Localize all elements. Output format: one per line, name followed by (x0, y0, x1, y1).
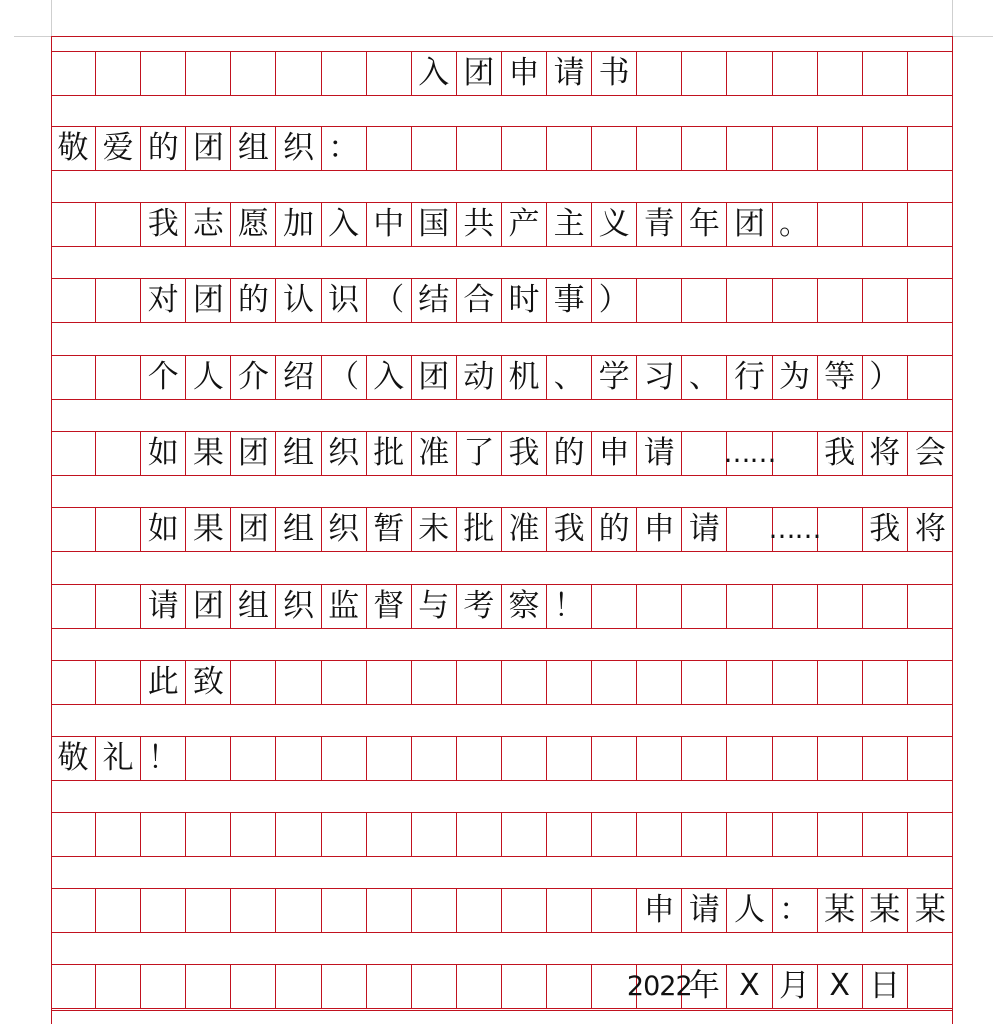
grid-cell: 年 (682, 202, 727, 246)
grid-rule (51, 856, 953, 857)
grid-rule (51, 36, 953, 37)
grid-cell (96, 507, 141, 551)
grid-cell: 团 (727, 202, 772, 246)
grid-cell (908, 736, 953, 780)
grid-cell (637, 736, 682, 780)
grid-cell (773, 584, 818, 628)
grid-cell: 暂 (367, 507, 412, 551)
grid-cell: 国 (412, 202, 457, 246)
grid-cell (818, 51, 863, 95)
grid-cell: 、 (682, 355, 727, 399)
grid-cell (637, 812, 682, 856)
grid-cell (412, 812, 457, 856)
grid-cell (51, 51, 96, 95)
grid-cell: 如 (141, 507, 186, 551)
grid-cell: 考 (457, 584, 502, 628)
grid-cell (502, 660, 547, 704)
grid-cell: 中 (367, 202, 412, 246)
grid-cell (276, 964, 321, 1008)
corner-mark-left-h (14, 36, 51, 37)
grid-cell: ！ (547, 584, 592, 628)
grid-cell (592, 126, 637, 170)
grid-cell (322, 51, 367, 95)
grid-cell (637, 584, 682, 628)
grid-cell (367, 812, 412, 856)
grid-cell: 的 (141, 126, 186, 170)
corner-mark-left (51, 0, 52, 36)
grid-cell (322, 736, 367, 780)
date-row (51, 964, 953, 1008)
grid-cell (818, 584, 863, 628)
grid-cell: 致 (186, 660, 231, 704)
grid-cell (457, 126, 502, 170)
grid-cell: 请 (682, 507, 727, 551)
grid-cell: 动 (457, 355, 502, 399)
grid-cell: 、 (547, 355, 592, 399)
grid-cell: （ (322, 355, 367, 399)
grid-cell: 礼 (96, 736, 141, 780)
grid-cell: 愿 (231, 202, 276, 246)
body-line-4 (51, 431, 953, 475)
closing-line-1 (51, 660, 953, 704)
grid-cell: 申 (637, 888, 682, 932)
grid-cell (96, 431, 141, 475)
grid-cell: 如 (141, 431, 186, 475)
grid-cell (818, 736, 863, 780)
grid-cell (186, 812, 231, 856)
grid-cell: 织 (276, 584, 321, 628)
grid-cell: 将 (914, 510, 946, 547)
grid-cell (367, 660, 412, 704)
grid-rule (51, 1010, 953, 1011)
grid-cell: …… (727, 431, 772, 475)
grid-cell: 批 (457, 507, 502, 551)
grid-cell: 机 (502, 355, 547, 399)
grid-cell (322, 888, 367, 932)
grid-cell (682, 431, 727, 475)
grid-cell (637, 278, 682, 322)
grid-cell (141, 888, 186, 932)
grid-cell (502, 736, 547, 780)
grid-cell (96, 355, 141, 399)
grid-cell (547, 888, 592, 932)
grid-cell (727, 584, 772, 628)
corner-mark-right-h (953, 36, 993, 37)
grid-cell: 察 (502, 584, 547, 628)
grid-cell: ！ (141, 736, 186, 780)
grid-cell (863, 736, 908, 780)
grid-cell (727, 507, 772, 551)
grid-cell: 督 (367, 584, 412, 628)
grid-cell: 团 (186, 278, 231, 322)
grid-cell: ） (592, 278, 637, 322)
grid-cell (682, 660, 727, 704)
grid-cell (727, 736, 772, 780)
grid-cell (51, 355, 96, 399)
grid-cell (908, 278, 953, 322)
grid-cell: 我 (141, 202, 186, 246)
grid-cell: 申 (592, 431, 637, 475)
grid-cell: 了 (457, 431, 502, 475)
grid-rule (51, 399, 953, 400)
grid-cell: 果 (186, 507, 231, 551)
grid-cell: ） (863, 355, 908, 399)
grid-cell: 请 (682, 888, 727, 932)
grid-rule (51, 704, 953, 705)
grid-cell (682, 278, 727, 322)
grid-cell: 敬 (51, 736, 96, 780)
grid-cell (51, 584, 96, 628)
grid-cell (502, 964, 547, 1008)
body-line-3 (51, 355, 953, 399)
grid-cell: ： (322, 126, 367, 170)
grid-cell (367, 126, 412, 170)
grid-cell (412, 888, 457, 932)
grid-cell: 的 (231, 278, 276, 322)
grid-cell: 入 (322, 202, 367, 246)
grid-rule (51, 95, 953, 96)
grid-cell (96, 202, 141, 246)
grid-cell: 某 (863, 888, 908, 932)
grid-cell: 入 (367, 355, 412, 399)
grid-cell (96, 51, 141, 95)
grid-cell: 我 (502, 431, 547, 475)
grid-cell: 与 (412, 584, 457, 628)
grid-cell (908, 660, 953, 704)
grid-cell (412, 736, 457, 780)
grid-cell: 组 (276, 507, 321, 551)
grid-rule (51, 932, 953, 933)
grid-cell (186, 736, 231, 780)
grid-cell: 组 (276, 431, 321, 475)
grid-cell (818, 812, 863, 856)
grid-cell (863, 278, 908, 322)
closing-line-2 (51, 736, 953, 780)
grid-cell: ： (773, 888, 818, 932)
grid-cell: 。 (773, 202, 818, 246)
grid-cell: 加 (276, 202, 321, 246)
grid-cell (908, 126, 953, 170)
grid-cell (727, 51, 772, 95)
grid-cell (773, 736, 818, 780)
grid-cell (908, 202, 953, 246)
grid-cell (592, 812, 637, 856)
grid-cell (96, 660, 141, 704)
grid-cell (908, 355, 953, 399)
grid-cell: 人 (186, 355, 231, 399)
grid-cell: 某 (818, 888, 863, 932)
grid-cell: X (818, 964, 863, 1008)
grid-cell: 准 (502, 507, 547, 551)
grid-cell (863, 660, 908, 704)
grid-cell: 对 (141, 278, 186, 322)
grid-cell: 爱 (96, 126, 141, 170)
grid-cell: （ (367, 278, 412, 322)
grid-cell (727, 660, 772, 704)
grid-cell: 某 (914, 891, 946, 928)
grid-cell: 义 (592, 202, 637, 246)
grid-cell (863, 126, 908, 170)
grid-cell (231, 736, 276, 780)
grid-cell: 结 (412, 278, 457, 322)
grid-cell (51, 964, 96, 1008)
grid-cell (818, 278, 863, 322)
grid-cell (186, 888, 231, 932)
grid-cell (322, 660, 367, 704)
grid-cell (457, 736, 502, 780)
grid-cell (592, 584, 637, 628)
grid-cell (186, 964, 231, 1008)
grid-cell: 织 (322, 431, 367, 475)
grid-cell: 请 (637, 431, 682, 475)
grid-cell (322, 964, 367, 1008)
grid-cell: 日 (863, 964, 908, 1008)
grid-cell (908, 964, 953, 1008)
grid-cell (682, 126, 727, 170)
grid-cell (412, 660, 457, 704)
grid-cell: 月 (773, 964, 818, 1008)
grid-cell: 年 (682, 964, 727, 1008)
grid-cell: 主 (547, 202, 592, 246)
grid-cell: 敬 (51, 126, 96, 170)
grid-cell: 绍 (276, 355, 321, 399)
grid-cell: 产 (502, 202, 547, 246)
grid-cell: 为 (773, 355, 818, 399)
grid-cell: 时 (502, 278, 547, 322)
title-row (51, 51, 953, 95)
grid-rule (51, 551, 953, 552)
grid-cell (457, 812, 502, 856)
grid-cell (457, 660, 502, 704)
grid-cell: 介 (231, 355, 276, 399)
grid-cell: 会 (914, 434, 946, 471)
grid-cell: 申 (502, 51, 547, 95)
grid-cell (863, 812, 908, 856)
grid-cell: 学 (592, 355, 637, 399)
grid-cell: 2022 (637, 964, 682, 1008)
grid-cell: 团 (231, 507, 276, 551)
grid-cell: 团 (412, 355, 457, 399)
grid-cell: 青 (637, 202, 682, 246)
grid-rule (51, 170, 953, 171)
grid-cell (773, 126, 818, 170)
grid-rule (51, 780, 953, 781)
grid-cell: 请 (547, 51, 592, 95)
grid-cell: 志 (186, 202, 231, 246)
grid-cell (276, 660, 321, 704)
grid-cell: 入 (412, 51, 457, 95)
grid-cell (457, 964, 502, 1008)
grid-cell: 认 (276, 278, 321, 322)
grid-cell: 识 (322, 278, 367, 322)
grid-cell (502, 812, 547, 856)
grid-cell (412, 126, 457, 170)
grid-cell (276, 736, 321, 780)
grid-cell (682, 736, 727, 780)
grid-cell (908, 51, 953, 95)
grid-cell (682, 584, 727, 628)
signature-row (51, 888, 953, 932)
grid-cell (96, 964, 141, 1008)
grid-cell (818, 202, 863, 246)
grid-cell (231, 888, 276, 932)
grid-cell (96, 278, 141, 322)
grid-cell (547, 964, 592, 1008)
grid-cell: 习 (637, 355, 682, 399)
grid-cell (863, 584, 908, 628)
grid-cell: 等 (818, 355, 863, 399)
grid-cell: 人 (727, 888, 772, 932)
grid-cell (592, 888, 637, 932)
grid-cell: 我 (547, 507, 592, 551)
grid-cell (592, 660, 637, 704)
grid-cell (231, 51, 276, 95)
grid-cell (592, 736, 637, 780)
grid-cell: 批 (367, 431, 412, 475)
grid-cell (141, 812, 186, 856)
grid-cell (96, 584, 141, 628)
grid-cell (773, 812, 818, 856)
grid-cell: 申 (637, 507, 682, 551)
grid-cell: 团 (186, 584, 231, 628)
grid-cell: 团 (457, 51, 502, 95)
grid-cell: 行 (727, 355, 772, 399)
grid-cell (773, 51, 818, 95)
grid-cell: 此 (141, 660, 186, 704)
grid-cell (863, 51, 908, 95)
grid-cell (412, 964, 457, 1008)
grid-cell (231, 660, 276, 704)
grid-cell (51, 431, 96, 475)
grid-cell: 监 (322, 584, 367, 628)
grid-cell (502, 888, 547, 932)
grid-cell: 个 (141, 355, 186, 399)
grid-cell (637, 51, 682, 95)
grid-cell: 组 (231, 126, 276, 170)
grid-cell (276, 812, 321, 856)
grid-cell (276, 888, 321, 932)
grid-cell (818, 507, 863, 551)
grid-cell: 共 (457, 202, 502, 246)
grid-rule (51, 475, 953, 476)
body-line-5 (51, 507, 953, 551)
grid-cell (682, 51, 727, 95)
grid-cell (51, 278, 96, 322)
grid-cell: 团 (186, 126, 231, 170)
grid-rule (51, 246, 953, 247)
grid-cell (818, 126, 863, 170)
grid-cell (547, 736, 592, 780)
grid-cell: 我 (818, 431, 863, 475)
grid-cell (502, 126, 547, 170)
grid-cell (773, 278, 818, 322)
grid-cell (818, 660, 863, 704)
grid-cell (547, 812, 592, 856)
grid-cell (322, 812, 367, 856)
grid-cell (276, 51, 321, 95)
grid-cell: 将 (863, 431, 908, 475)
grid-cell (186, 51, 231, 95)
grid-cell: 织 (322, 507, 367, 551)
grid-cell: 我 (863, 507, 908, 551)
grid-cell: 合 (457, 278, 502, 322)
grid-cell: 组 (231, 584, 276, 628)
grid-cell (51, 812, 96, 856)
grid-cell (682, 812, 727, 856)
grid-cell (141, 51, 186, 95)
grid-cell (637, 126, 682, 170)
grid-cell: 未 (412, 507, 457, 551)
grid-cell (863, 202, 908, 246)
grid-cell: 团 (231, 431, 276, 475)
grid-cell: 织 (276, 126, 321, 170)
grid-cell (727, 278, 772, 322)
grid-cell (547, 126, 592, 170)
body-line-1 (51, 202, 953, 246)
grid-cell (51, 202, 96, 246)
grid-cell: 事 (547, 278, 592, 322)
grid-cell (231, 812, 276, 856)
grid-cell (457, 888, 502, 932)
grid-cell (367, 888, 412, 932)
blank-line (51, 812, 953, 856)
grid-cell: 请 (141, 584, 186, 628)
grid-cell (773, 431, 818, 475)
grid-cell: …… (773, 507, 818, 551)
body-line-6 (51, 584, 953, 628)
grid-cell (637, 660, 682, 704)
grid-cell (51, 660, 96, 704)
grid-cell: 准 (412, 431, 457, 475)
grid-cell (96, 812, 141, 856)
grid-rule (51, 322, 953, 323)
grid-cell: 书 (592, 51, 637, 95)
grid-cell (51, 888, 96, 932)
grid-cell (727, 812, 772, 856)
grid-cell (51, 507, 96, 551)
grid-cell (231, 964, 276, 1008)
grid-cell (908, 812, 953, 856)
grid-cell (773, 660, 818, 704)
grid-cell (96, 888, 141, 932)
grid-cell: 果 (186, 431, 231, 475)
grid-cell: X (727, 964, 772, 1008)
corner-mark-right (952, 0, 953, 36)
grid-cell: 的 (547, 431, 592, 475)
grid-cell (908, 584, 953, 628)
grid-cell (141, 964, 186, 1008)
grid-cell (367, 736, 412, 780)
grid-rule (51, 1008, 953, 1009)
salutation-row (51, 126, 953, 170)
grid-rule (51, 628, 953, 629)
grid-cell (547, 660, 592, 704)
grid-cell: 的 (592, 507, 637, 551)
grid-cell (367, 964, 412, 1008)
grid-cell (727, 126, 772, 170)
body-line-2 (51, 278, 953, 322)
grid-cell (367, 51, 412, 95)
